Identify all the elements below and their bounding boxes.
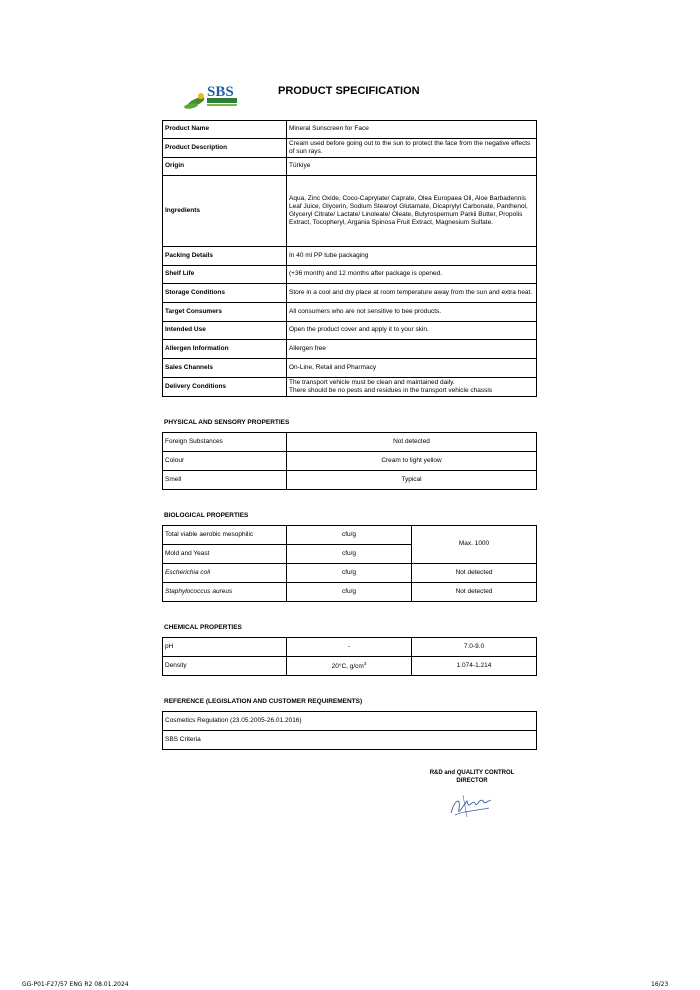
table-row: [163, 247, 537, 266]
property-value: Typical: [287, 471, 537, 490]
signature-role: DIRECTOR: [456, 778, 488, 785]
property-label: Density: [163, 657, 287, 676]
spec-value: (+36 month) and 12 months after package is opened.: [287, 266, 537, 284]
table-row: [163, 712, 537, 731]
unit-superscript: 3: [363, 660, 367, 666]
spec-value: In 40 ml PP tube packaging: [287, 247, 537, 266]
property-label: Foreign Substances: [163, 433, 287, 452]
spec-label: Delivery Conditions: [163, 378, 287, 397]
reference-item: SBS Criteria: [163, 731, 537, 750]
signature-title: R&D and QUALITY CONTROL: [429, 770, 515, 776]
property-unit: cfu/g: [287, 564, 412, 583]
spec-value: On-Line, Retail and Pharmacy: [287, 359, 537, 378]
spec-value: Türkiye: [287, 158, 537, 176]
table-row: [163, 564, 537, 583]
physical-table: [162, 432, 537, 490]
spec-value: Cream used before going out to the sun to protect the face from the negative effects of sun rays.: [287, 139, 537, 158]
property-unit: -: [287, 638, 412, 657]
spec-value: Open the product cover and apply it to your skin.: [287, 322, 537, 340]
chemical-heading: CHEMICAL PROPERTIES: [164, 624, 242, 631]
biological-table: [162, 525, 537, 602]
property-value: 7.0-9.0: [412, 638, 537, 657]
table-row: [163, 583, 537, 602]
property-label: Smell: [163, 471, 287, 490]
document-code: GG-P01-F27/57 ENG R2 08.01.2024: [22, 981, 129, 988]
property-label: Colour: [163, 452, 287, 471]
reference-item: Cosmetics Regulation (23.05.2005-26.01.2016): [163, 712, 537, 731]
spec-table: [162, 120, 537, 397]
spec-value: Mineral Sunscreen for Face: [287, 121, 537, 139]
spec-value: Allergen free: [287, 340, 537, 359]
table-row: [163, 452, 537, 471]
property-label: Total viable aerobic mesophilic: [163, 526, 287, 545]
table-row: [163, 657, 537, 676]
property-limit: Not detected: [412, 564, 537, 583]
spec-value: Aqua, Zinc Oxide, Coco-Caprylate/ Caprate, Olea Europaea Oil, Aloe Barbadennis Leaf Juice, Glycerin, Sodium Stearoyl Glutamate, Dicaprylyl Carbonate, Panthenol, Glyceryl Citrate/ Lactate/ Linoleate/ Oleate, Butyrospemum Parkii Butter, Propolis Extract, Tocopheryl, Argania Spinosa Fruit Extract, Magnesium Sulfate.: [287, 176, 537, 247]
physical-heading: PHYSICAL AND SENSORY PROPERTIES: [164, 419, 290, 426]
spec-label: Intended Use: [163, 322, 287, 340]
table-row: [163, 731, 537, 750]
table-row: [163, 322, 537, 340]
spec-label: Target Consumers: [163, 303, 287, 322]
table-row: [163, 340, 537, 359]
biological-heading: BIOLOGICAL PROPERTIES: [164, 512, 249, 519]
table-row: [163, 121, 537, 139]
property-value: 1.074-1.214: [412, 657, 537, 676]
spec-label: Sales Channels: [163, 359, 287, 378]
reference-table: [162, 711, 537, 750]
table-row: [163, 139, 537, 158]
property-value: Not detected: [287, 433, 537, 452]
spec-label: Storage Conditions: [163, 284, 287, 303]
spec-label: Product Description: [163, 139, 287, 158]
spec-label: Ingredients: [163, 176, 287, 247]
reference-heading: REFERENCE (LEGISLATION AND CUSTOMER REQUIREMENTS): [164, 698, 363, 705]
table-row: [163, 638, 537, 657]
chemical-table: [162, 637, 537, 676]
table-row: [163, 176, 537, 247]
property-label: Staphylococcus aureus: [163, 583, 287, 602]
company-logo: [183, 80, 243, 112]
property-unit: cfu/g: [287, 526, 412, 545]
property-label: Mold and Yeast: [163, 545, 287, 564]
property-unit: [287, 657, 412, 676]
spec-label: Origin: [163, 158, 287, 176]
signature-block: [410, 769, 534, 785]
page-title: PRODUCT SPECIFICATION: [278, 85, 420, 97]
table-row: [163, 378, 537, 397]
table-row: [163, 266, 537, 284]
property-label: Escherichia coli: [163, 564, 287, 583]
spec-label: Packing Details: [163, 247, 287, 266]
spec-value: Store in a cool and dry place at room temperature away from the sun and extra heat.: [287, 284, 537, 303]
table-row: [163, 471, 537, 490]
logo-text: SBS: [207, 84, 234, 100]
table-row: [163, 284, 537, 303]
table-row: [163, 526, 537, 545]
table-row: [163, 359, 537, 378]
spec-label: Product Name: [163, 121, 287, 139]
spec-value: The transport vehicle must be clean and maintained daily. There should be no pests and residues in the transport vehicle chassis: [287, 378, 537, 397]
spec-label: Allergen Information: [163, 340, 287, 359]
page-number: 16/23: [651, 981, 669, 988]
handwritten-signature: [445, 791, 495, 821]
property-value: Cream to light yellow: [287, 452, 537, 471]
property-unit: cfu/g: [287, 583, 412, 602]
property-limit: Max. 1000: [412, 526, 537, 564]
property-unit: cfu/g: [287, 545, 412, 564]
table-row: [163, 303, 537, 322]
table-row: [163, 433, 537, 452]
spec-value: All consumers who are not sensitive to bee products.: [287, 303, 537, 322]
spec-label: Shelf Life: [163, 266, 287, 284]
property-limit: Not detected: [412, 583, 537, 602]
unit-text: 20°C, g/cm: [331, 663, 364, 671]
property-label: pH: [163, 638, 287, 657]
table-row: [163, 158, 537, 176]
